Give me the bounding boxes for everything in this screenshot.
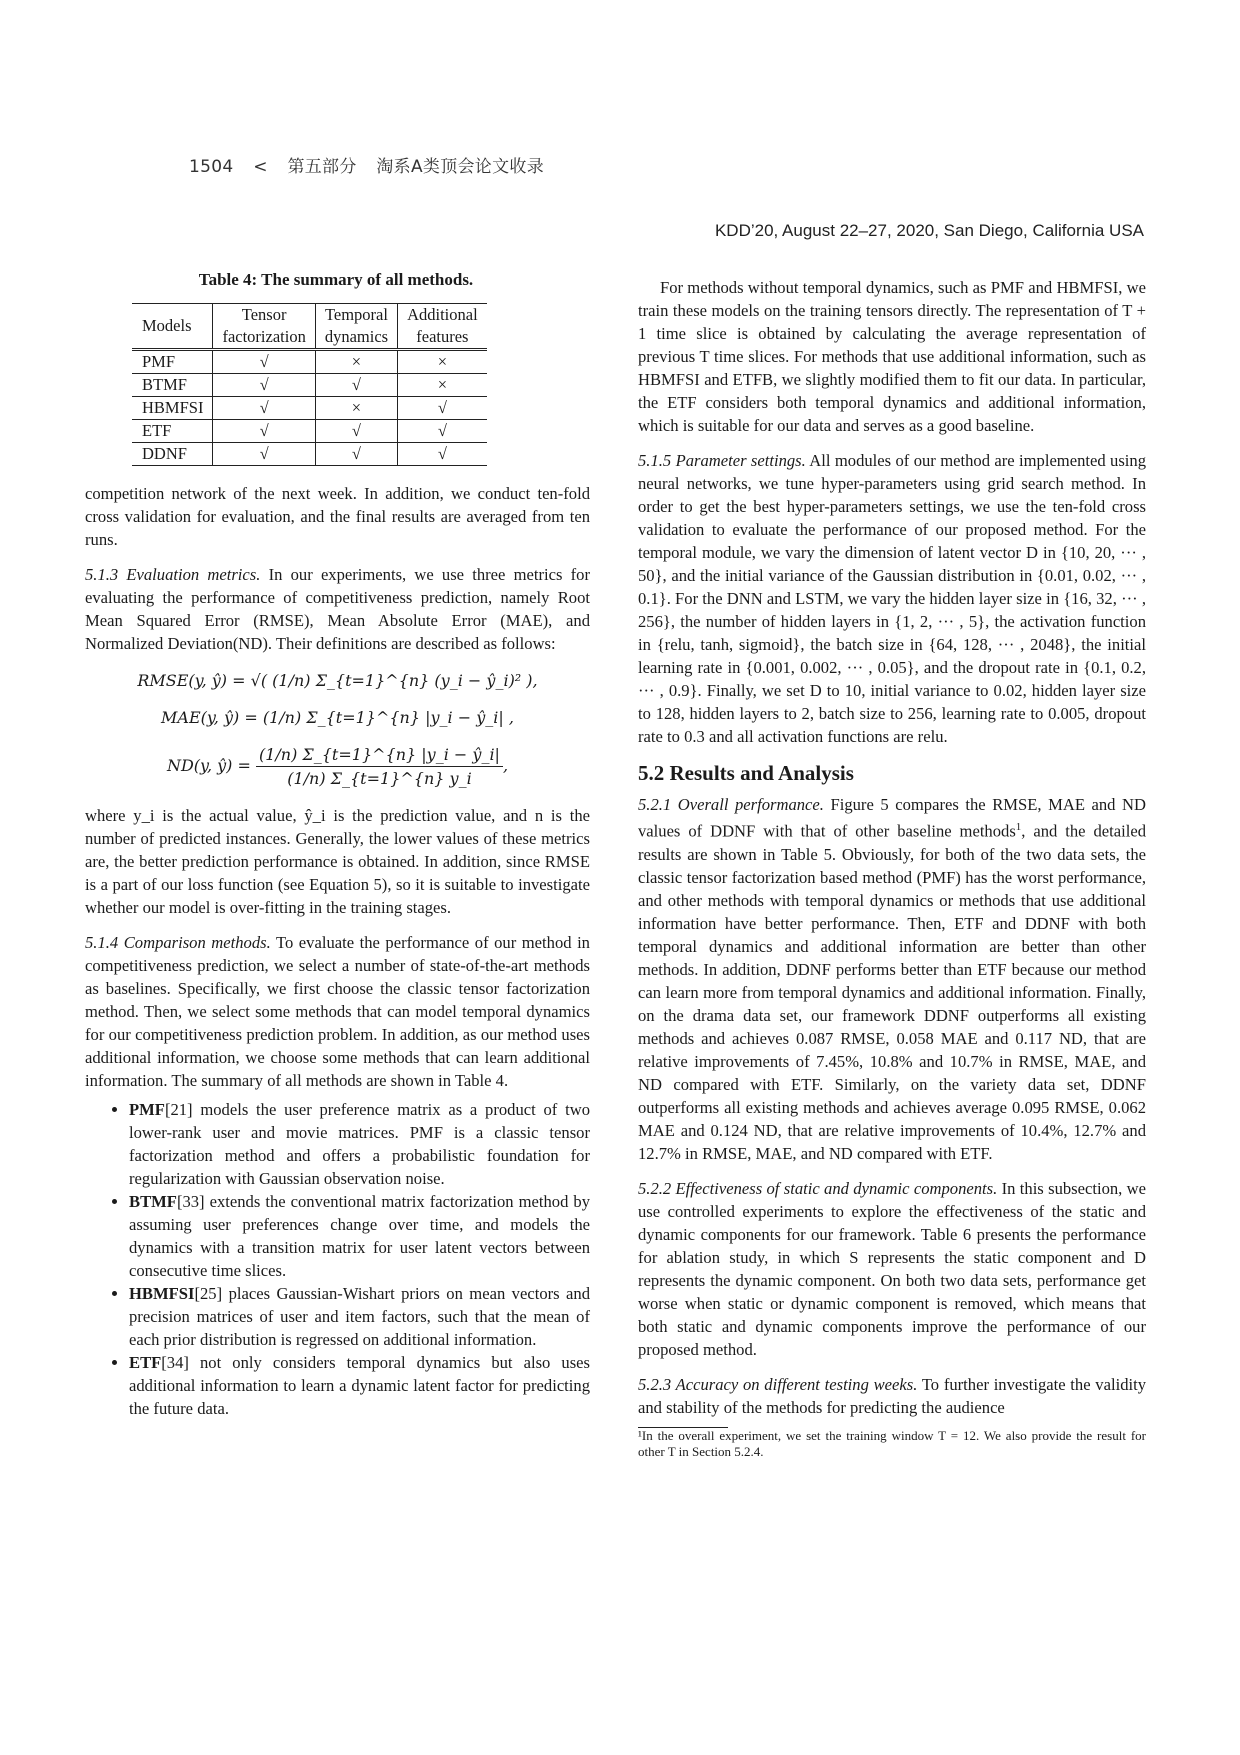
table-cell: √ [213, 397, 315, 420]
table-cell: × [315, 397, 397, 420]
table-cell: √ [315, 374, 397, 397]
list-item [129, 1351, 590, 1420]
equation-rmse: RMSE(y, ŷ) = √( (1/n) Σ_{t=1}^{n} (y_i − ŷ_i)² ), [137, 671, 538, 690]
method-name: ETF [129, 1353, 162, 1372]
equation-nd-denominator: (1/n) Σ_{t=1}^{n} y_i [287, 769, 472, 788]
right-column [638, 276, 1146, 1460]
section-5-2-3 [638, 1373, 1146, 1419]
table4-header-temporal: Temporal [315, 304, 397, 327]
method-ref: [34] [161, 1353, 189, 1372]
table-row [132, 374, 487, 397]
header-collection: 淘系A类顶会论文收录 [376, 157, 545, 177]
section-5-2-2-title: 5.2.2 Effectiveness of static and dynamic components. [638, 1178, 998, 1198]
section-5-2-3-title: 5.2.3 Accuracy on different testing weeks. [638, 1374, 918, 1394]
table-cell: DDNF [132, 443, 213, 466]
table-cell: √ [315, 443, 397, 466]
table-cell: √ [398, 397, 487, 420]
section-5-2-1-title: 5.2.1 Overall performance. [638, 795, 824, 814]
book-header [189, 152, 558, 177]
table-cell: √ [213, 350, 315, 374]
table4-header-temporal-2: dynamics [315, 326, 397, 350]
paragraph-continued: competition network of the next week. In addition, we conduct ten-fold cross validation for evaluation, and the final results are averaged from ten runs. [85, 484, 590, 549]
table4-header-additional: Additional [398, 304, 487, 327]
table-cell: BTMF [132, 374, 213, 397]
equation-nd-fraction [256, 743, 503, 790]
section-5-2-2 [638, 1177, 1146, 1361]
table4-header-tensor: Tensor [213, 304, 315, 327]
section-5-2-1-text-b: , and the detailed results are shown in Table 5. Obviously, for both of the two data sets, the classic tensor factorization based method (PMF) has the worst performance, and other methods with temporal dynamics or methods that use additional information have better performance. Then, ETF and DDNF with both temporal dynamics and additional information are better than other methods. In addition, DDNF performs better than ETF because our method can learn more from temporal dynamics and additional information. Finally, on the drama data set, our framework DDNF outperforms all existing methods and achieves 0.087 RMSE, 0.058 MAE and 0.117 ND, that are relative improvements of 7.45%, 10.8% and 10.7% in RMSE, MAE, and ND compared with ETF. Similarly, on the variety data set, DDNF outperforms all existing methods and achieves average 0.095 RMSE, 0.062 MAE and 0.124 ND, that are relative improvements of 10.4%, 12.7% and 12.7% in RMSE, MAE, and ND compared with ETF. [638, 821, 1146, 1163]
table-row [132, 443, 487, 466]
section-5-2-2-text: In this subsection, we use controlled experiments to explore the effectiveness of the static and dynamic components for our framework. Table 6 presents the performance for ablation study, in which S represents the static component and D represents the dynamic component. On both two data sets, performance get worse when static or dynamic component is removed, which means that both static and dynamic components improve the performance of our proposed method. [638, 1178, 1147, 1359]
table-cell: × [398, 374, 487, 397]
list-item [129, 1282, 590, 1351]
table-cell: √ [398, 420, 487, 443]
method-ref: [21] [164, 1100, 193, 1119]
header-part: 第五部分 [287, 157, 357, 177]
table-row [132, 350, 487, 374]
paragraph-where: where y_i is the actual value, ŷ_i is the prediction value, and n is the number of predicted instances. Generally, the lower values of these metrics are, the better prediction performance is obtained. In addition, since RMSE is a part of our loss function (see Equation 5), so it is suitable to investigate whether our model is over-fitting in the training stages. [85, 806, 590, 917]
method-text: not only considers temporal dynamics but also uses additional information to learn a dynamic latent factor for predicting the future data. [129, 1353, 590, 1418]
table-row [132, 420, 487, 443]
equation-nd: ND(y, ŷ) = $\frac{(1/n) \Sigma\_\{t=1\}\^{}\{n\} |y\_i - ŷ\_i|}{(1/n) \Sigma\_\{t=1\}\^{}\{n\} y\_i}$ , [166, 745, 509, 788]
method-ref: [25] [194, 1284, 223, 1303]
table-cell: √ [213, 420, 315, 443]
table-cell: √ [213, 443, 315, 466]
method-name: BTMF [129, 1192, 177, 1211]
table-cell: × [398, 350, 487, 374]
equation-nd-numerator: (1/n) Σ_{t=1}^{n} |y_i − ŷ_i| [256, 743, 503, 767]
table-cell: PMF [132, 350, 213, 374]
equation-nd-lhs: ND(y, ŷ) = [166, 756, 251, 775]
method-text: models the user preference matrix as a product of two lower-rank user and movie matrices. PMF is a classic tensor factorization method and offers a probabilistic foundation for regularization with Gaussian observation noise. [129, 1100, 590, 1188]
equation-mae: MAE(y, ŷ) = (1/n) Σ_{t=1}^{n} |y_i − ŷ_i| , [161, 708, 514, 727]
footnote: ¹In the overall experiment, we set the training window T = 12. We also provide the result for other T in Section 5.2.4. [638, 1427, 1146, 1459]
list-item [129, 1098, 590, 1190]
table-row [132, 397, 487, 420]
page-number: 1504 [189, 157, 234, 177]
section-5-1-3-title: 5.1.3 Evaluation metrics. [85, 565, 261, 584]
method-text: extends the conventional matrix factorization method by assuming user preferences change over time, and models the dynamics with a transition matrix for user latent vectors between consecutive time slices. [129, 1192, 590, 1280]
section-5-1-5 [638, 449, 1146, 748]
section-5-1-5-title: 5.1.5 Parameter settings. [638, 451, 806, 470]
section-5-2-1-text-a: Figure 5 compares the RMSE, MAE and ND values of DDNF with that of other baseline methods [638, 795, 1146, 841]
table-cell: HBMFSI [132, 397, 213, 420]
table4-header-tensor-2: factorization [213, 326, 315, 350]
method-text: places Gaussian-Wishart priors on mean vectors and precision matrices of user and item factors, such that the mean of each prior distribution is regressed on additional information. [129, 1284, 590, 1349]
table4-header-additional-2: features [398, 326, 487, 350]
table4-header-models: Models [132, 304, 213, 350]
table-cell: ETF [132, 420, 213, 443]
section-5-1-4-title: 5.1.4 Comparison methods. [85, 933, 271, 952]
section-5-1-3-text: In our experiments, we use three metrics for evaluating the performance of competitiveness prediction, namely Root Mean Squared Error (RMSE), Mean Absolute Error (MAE), and Normalized Deviation(ND). Their definitions are described as follows: [85, 565, 590, 653]
method-name: PMF [129, 1100, 165, 1119]
method-ref: [33] [176, 1192, 205, 1211]
section-5-1-4 [85, 931, 590, 1092]
table-cell: √ [315, 420, 397, 443]
table-cell: √ [398, 443, 487, 466]
list-item [129, 1190, 590, 1282]
table4 [132, 303, 487, 466]
section-5-2-title: 5.2 Results and Analysis [638, 761, 854, 785]
header-separator: < [253, 157, 268, 177]
section-5-1-5-text: All modules of our method are implemented using neural networks, we tune hyper-parameters using grid search method. In order to get the best hyper-parameters settings, we use the ten-fold cross validation to evaluate the performance of our proposed method. For the temporal module, we vary the dimension of latent vector D in {10, 20, ··· , 50}, and the initial variance of the Gaussian distribution in {0.01, 0.02, ··· , 0.1}. For the DNN and LSTM, we vary the hidden layer size in {16, 32, ··· , 256}, the number of hidden layers in {1, 2, ··· , 5}, the activation function in {relu, tanh, sigmoid}, the batch size in {64, 128, ··· , 2048}, the initial learning rate in {0.001, 0.002, ··· , 0.05}, and the dropout rate in {0.1, 0.2, ··· , 0.9}. Finally, we set D to 10, initial variance to 0.02, hidden layer size to 128, hidden layers to 2, batch size to 256, learning rate to 0.005, dropout rate to 0.3 and all activation functions are relu. [638, 451, 1147, 746]
conference-header: KDD’20, August 22–27, 2020, San Diego, California USA [714, 221, 1144, 240]
table-cell: √ [213, 374, 315, 397]
paragraph-baselines: For methods without temporal dynamics, such as PMF and HBMFSI, we train these models on the training tensors directly. The representation of T + 1 time slice is obtained by calculating the average representation of previous T time slices. For methods that use additional information, such as HBMFSI and ETFB, we slightly modified them to fit our data. In particular, the ETF considers both temporal dynamics and additional information, which is suitable for our data and serves as a good baseline. [638, 278, 1146, 435]
left-column [85, 268, 590, 1420]
footnote-mark: 1 [1015, 821, 1022, 833]
table4-caption: Table 4: The summary of all methods. [198, 270, 474, 289]
table-cell: × [315, 350, 397, 374]
section-5-1-4-text: To evaluate the performance of our method in competitiveness prediction, we select a number of state-of-the-art methods as baselines. Specifically, we first choose the classic tensor factorization method. Then, we select some methods that can model temporal dynamics for our competitiveness prediction problem. In addition, as our method uses additional information, we choose some methods that can learn additional information. The summary of all methods are shown in Table 4. [85, 933, 590, 1090]
methods-list [85, 1098, 590, 1420]
method-name: HBMFSI [129, 1284, 195, 1303]
section-5-2-3-text: To further investigate the validity and stability of the methods for predicting the audience [638, 1374, 1147, 1417]
section-5-2-1 [638, 793, 1146, 1165]
section-5-1-3 [85, 563, 590, 655]
